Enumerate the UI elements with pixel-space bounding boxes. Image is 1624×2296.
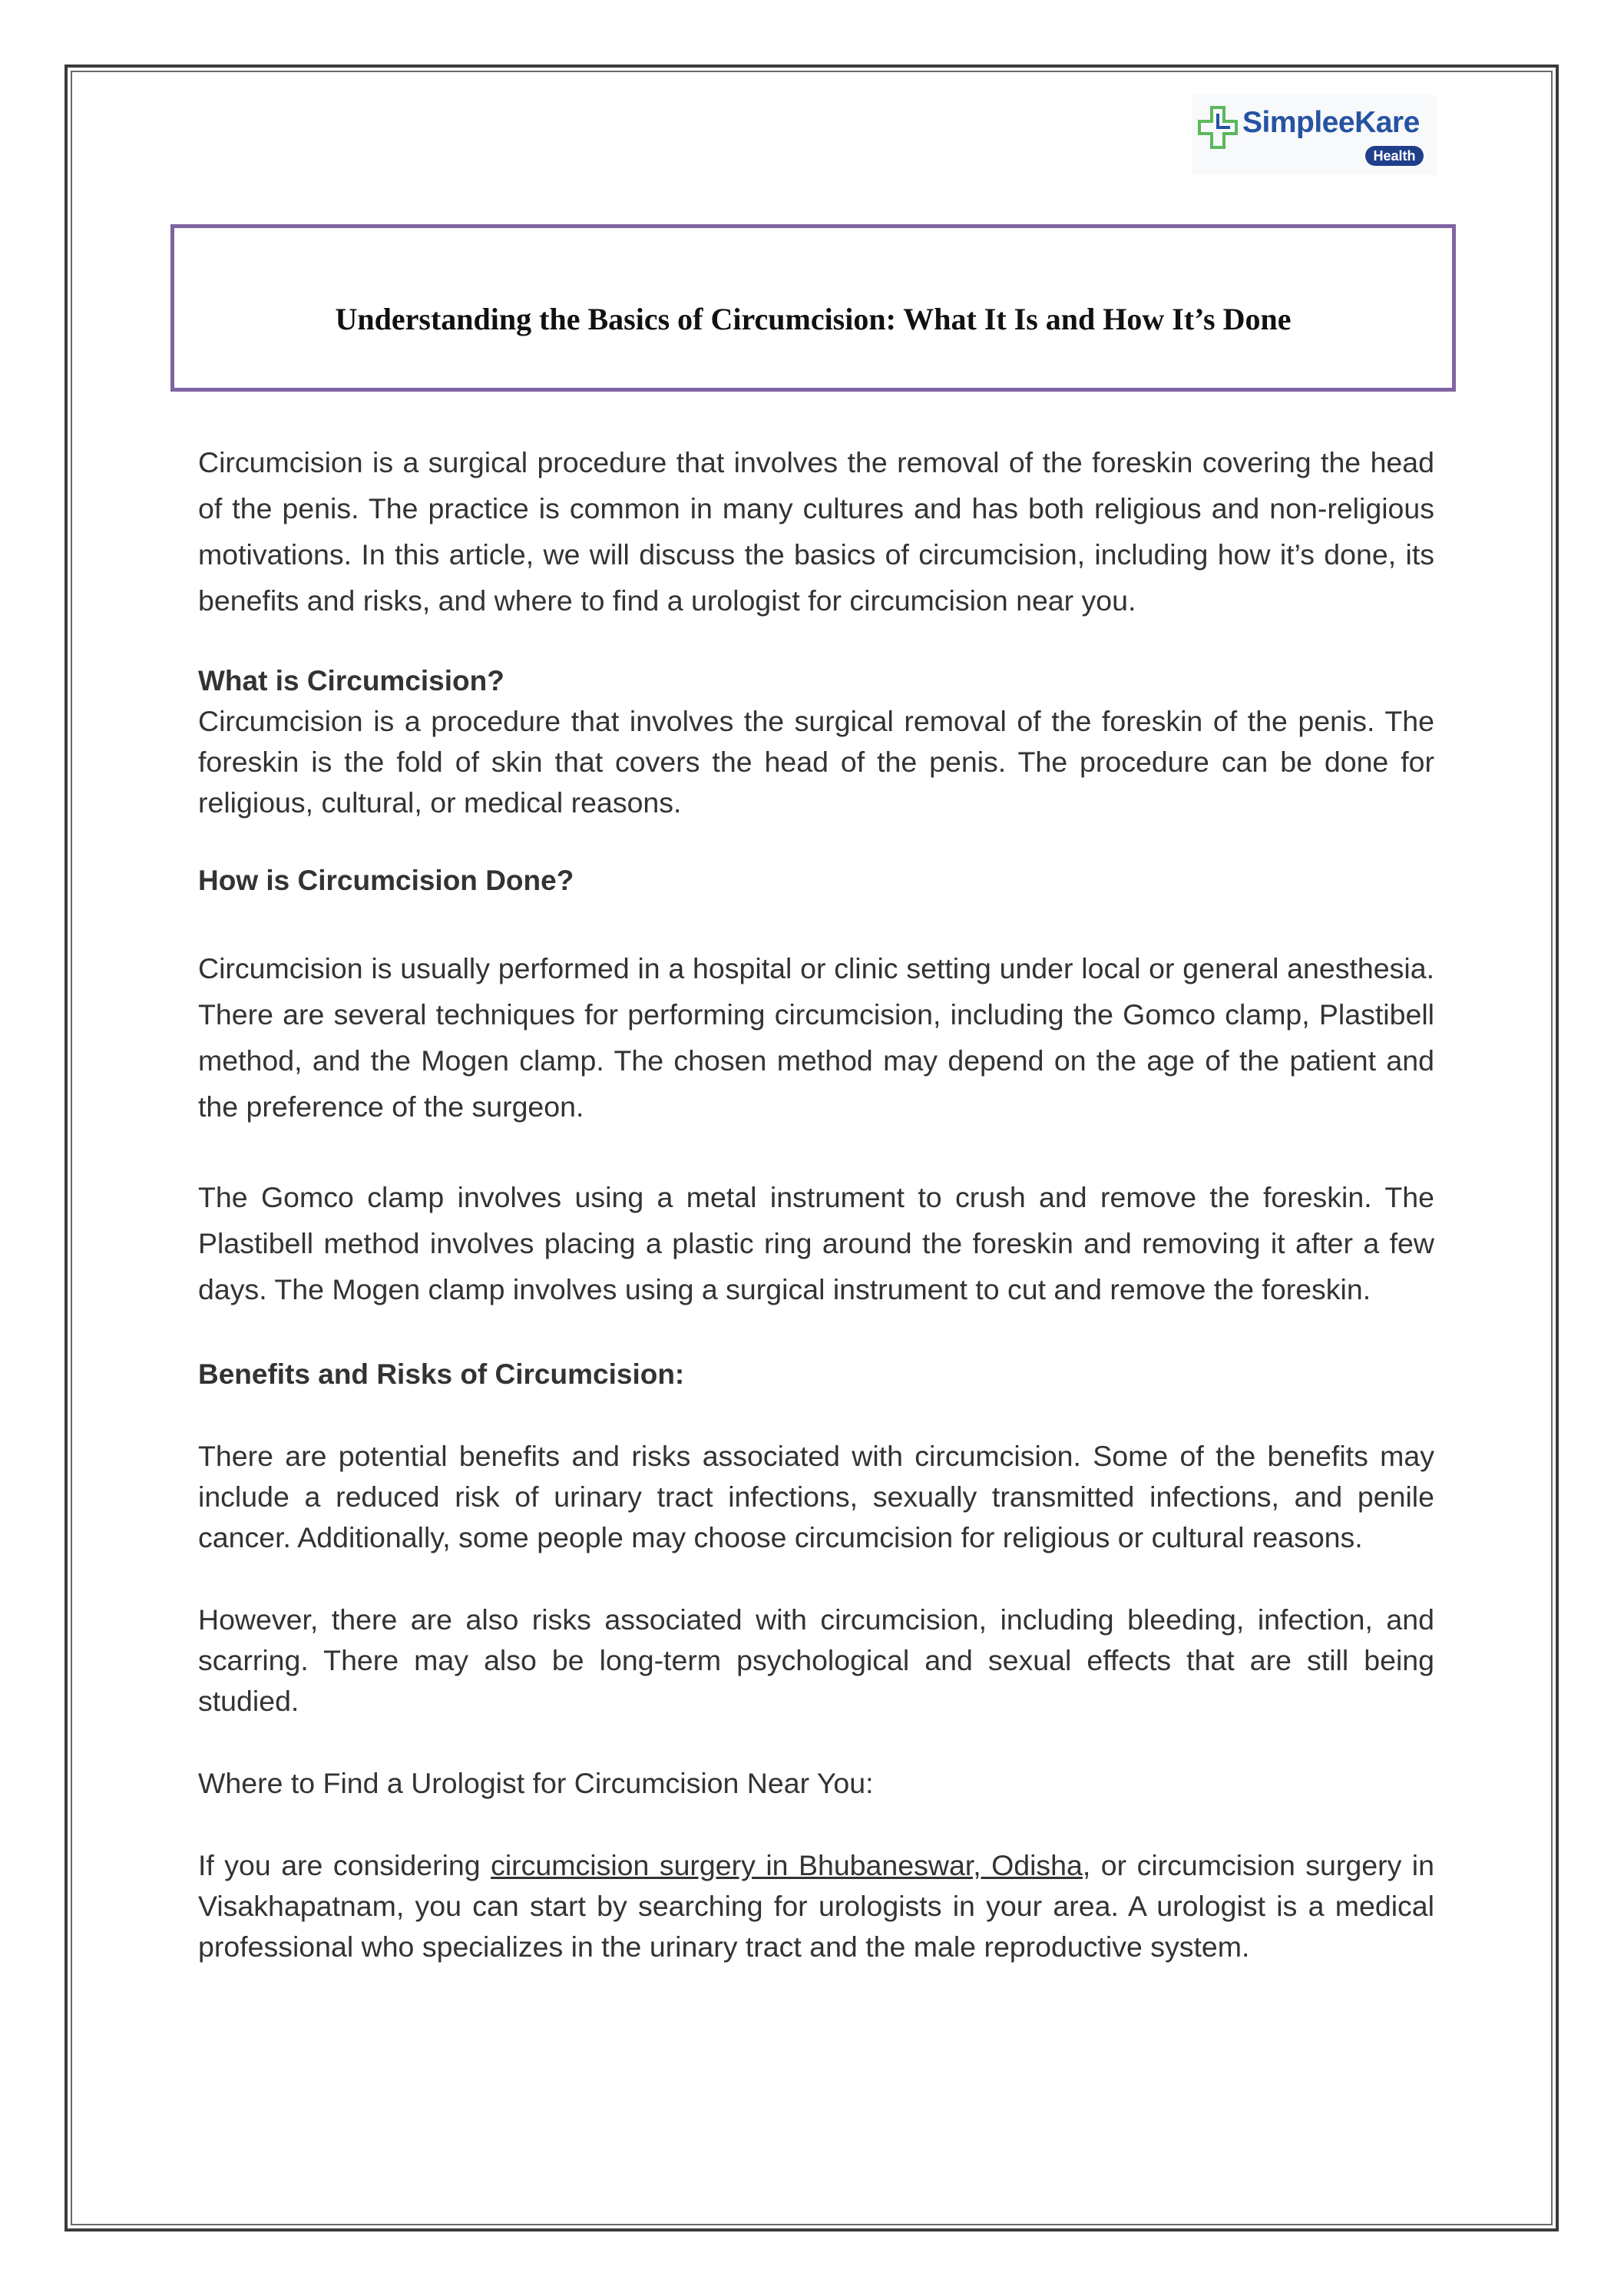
logo-name: SimpleeKare xyxy=(1242,106,1420,139)
title-box xyxy=(170,224,1456,392)
where-prefix: If you are considering xyxy=(198,1849,491,1881)
medical-cross-icon xyxy=(1198,106,1238,154)
circumcision-surgery-bhubaneswar-link[interactable]: circumcision surgery in Bhubaneswar, Odisha xyxy=(491,1849,1083,1881)
heading-what-is-circumcision: What is Circumcision? xyxy=(198,665,504,696)
what-paragraph: Circumcision is a procedure that involves the surgical removal of the foreskin of the penis. The foreskin is the fold of skin that covers the head of the penis. The procedure can be done for religious, cultural, or medical reasons. xyxy=(198,705,1434,819)
heading-benefits-and-risks: Benefits and Risks of Circumcision: xyxy=(198,1358,685,1390)
where-paragraph xyxy=(198,1845,1434,1967)
heading-where-to-find-urologist: Where to Find a Urologist for Circumcision Near You: xyxy=(198,1767,874,1799)
heading-how-is-circumcision-done: How is Circumcision Done? xyxy=(198,865,574,896)
risks-paragraph: However, there are also risks associated with circumcision, including bleeding, infection, and scarring. There may also be long-term psychological and sexual effects that are still being studied. xyxy=(198,1603,1434,1717)
where-suffix: , or circumcision surgery in Visakhapatnam, you can start by searching for urologists in your area. A urologist is a medical professional who specializes in the urinary tract and the male reproductive system. xyxy=(198,1849,1434,1963)
logo-badge: Health xyxy=(1365,146,1424,166)
benefits-paragraph: There are potential benefits and risks associated with circumcision. Some of the benefits may include a reduced risk of urinary tract infections, sexually transmitted infections, and penile cancer. Additionally, some people may choose circumcision for religious or cultural reasons. xyxy=(198,1440,1434,1553)
how-paragraph: Circumcision is usually performed in a hospital or clinic setting under local or general anesthesia. There are several techniques for performing circumcision, including the Gomco clamp, Plastibell method, and the Mogen clamp. The chosen method may depend on the age of the patient and the preference of the surgeon. xyxy=(198,952,1434,1123)
page-title: Understanding the Basics of Circumcision: What It Is and How It’s Done xyxy=(335,301,1292,336)
techniques-paragraph: The Gomco clamp involves using a metal instrument to crush and remove the foreskin. The Plastibell method involves placing a plastic ring around the foreskin and removing it after a few days. The Mogen clamp involves using a surgical instrument to cut and remove the foreskin. xyxy=(198,1181,1434,1305)
intro-paragraph: Circumcision is a surgical procedure that involves the removal of the foreskin covering the head of the penis. The practice is common in many cultures and has both religious and non-religious motivations. In this article, we will discuss the basics of circumcision, including how it’s done, its benefits and risks, and where to find a urologist for circumcision near you. xyxy=(198,446,1434,617)
simpleekare-logo xyxy=(1192,95,1437,175)
article-body xyxy=(198,439,1434,1967)
